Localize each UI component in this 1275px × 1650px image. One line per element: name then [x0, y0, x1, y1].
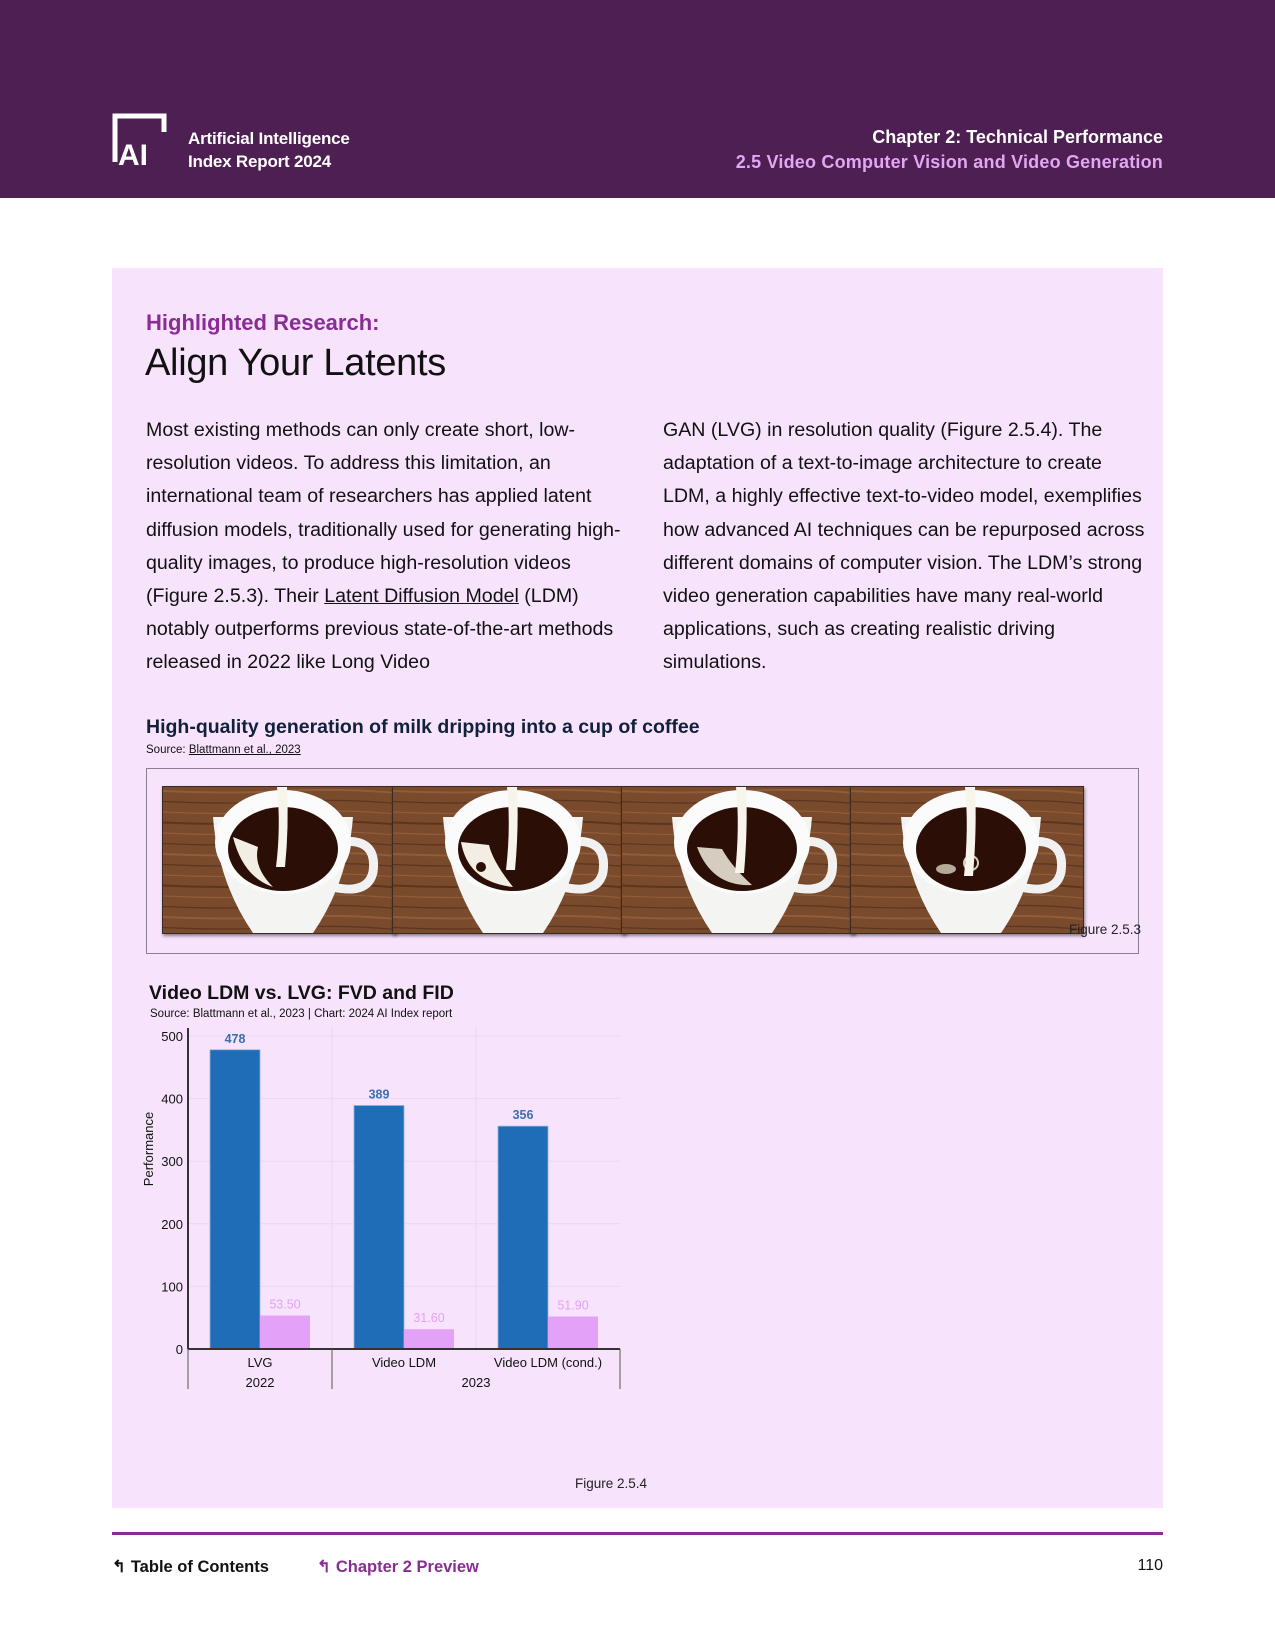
- source-link[interactable]: Blattmann et al., 2023: [188, 744, 301, 756]
- video-frame: [162, 786, 396, 934]
- page-header: [0, 0, 1275, 198]
- toc-label: Table of Contents: [130, 1558, 269, 1576]
- chapter-preview-label: Chapter 2 Preview: [335, 1558, 479, 1576]
- x-tick-label: Video LDM: [371, 1355, 437, 1370]
- bar-fvd: [498, 1126, 548, 1349]
- latent-diffusion-model-link[interactable]: Latent Diffusion Model: [324, 585, 519, 608]
- body-column-left: [146, 414, 626, 680]
- coffee-cup-image: [163, 787, 395, 933]
- return-arrow-icon: ↰: [317, 1558, 331, 1576]
- body-text: Most existing methods can only create short, low-resolution videos. To address this limitation, an international team of researchers has applied latent diffusion models, traditionally used for generating high-quality images, to produce high-resolution videos (Figure 2.5.3). Their: [146, 419, 621, 608]
- data-label-fvd: 478: [224, 1031, 246, 1046]
- bar-fid: [548, 1317, 598, 1349]
- bar-fid: [404, 1329, 454, 1349]
- logo-text: AI: [118, 139, 148, 168]
- y-tick-label: 500: [161, 1029, 183, 1044]
- x-tick-label: LVG: [247, 1355, 273, 1370]
- y-tick-label: 200: [161, 1216, 183, 1232]
- coffee-cup-image: [622, 787, 854, 933]
- video-frame: [392, 786, 626, 934]
- data-label-fvd: 389: [368, 1087, 390, 1102]
- body-text: (LDM) notably outperforms previous state-of-the-art methods released in 2022 like Long Video: [146, 585, 614, 674]
- y-tick-label: 0: [175, 1342, 183, 1357]
- figure-2-5-3-source: [146, 744, 301, 756]
- y-tick-label: 300: [161, 1154, 183, 1170]
- highlighted-research-panel: [112, 268, 1163, 1508]
- kicker: Highlighted Research:: [146, 310, 380, 335]
- figure-2-5-3-label: Figure 2.5.3: [1068, 922, 1141, 937]
- coffee-cup-image: [851, 787, 1083, 933]
- brand-line-1: Artificial Intelligence: [188, 129, 350, 148]
- ai-index-logo: [112, 112, 174, 168]
- video-frame: [621, 786, 855, 934]
- brand-name: [188, 127, 350, 173]
- data-label-fid: 53.50: [269, 1297, 301, 1312]
- video-frame: [850, 786, 1084, 934]
- data-label-fid: 31.60: [413, 1311, 445, 1326]
- bar-chart: [112, 1028, 672, 1488]
- section-title: 2.5 Video Computer Vision and Video Generation: [735, 152, 1163, 172]
- chart-title: Video LDM vs. LVG: FVD and FID: [149, 982, 454, 1004]
- figure-2-5-4-label: Figure 2.5.4: [575, 1476, 648, 1491]
- table-of-contents-link[interactable]: [112, 1557, 269, 1577]
- footer-divider: [112, 1532, 1163, 1535]
- group-label: 2022: [245, 1375, 275, 1390]
- group-label: 2023: [461, 1375, 491, 1390]
- figure-2-5-3-title: High-quality generation of milk dripping into a cup of coffee: [146, 716, 700, 738]
- page-number: 110: [1137, 1557, 1163, 1574]
- article-title: Align Your Latents: [145, 342, 446, 384]
- data-label-fvd: 356: [512, 1108, 534, 1123]
- video-frames-strip: [146, 768, 1139, 954]
- data-label-fid: 51.90: [557, 1298, 589, 1313]
- return-arrow-icon: ↰: [112, 1558, 126, 1576]
- bar-fvd: [210, 1050, 260, 1349]
- coffee-cup-image: [393, 787, 625, 933]
- chapter-heading: [736, 125, 1163, 175]
- x-tick-label: Video LDM (cond.): [493, 1355, 603, 1370]
- bar-fvd: [354, 1105, 404, 1349]
- y-tick-label: 100: [161, 1279, 183, 1295]
- y-axis-label: Performance: [141, 1111, 156, 1187]
- chapter-title: Chapter 2: Technical Performance: [872, 127, 1163, 147]
- chart-source: Source: Blattmann et al., 2023 | Chart: 2024 AI Index report: [150, 1008, 453, 1020]
- body-column-right: GAN (LVG) in resolution quality (Figure 2.5.4). The adaptation of a text-to-image architecture to create LDM, a highly effective text-to-video model, exemplifies how advanced AI techniques can be repurposed across different domains of computer vision. The LDM’s strong video generation capabilities have many real-world applications, such as creating realistic driving simulations.: [663, 419, 1145, 674]
- source-prefix: Source:: [146, 744, 189, 756]
- bar-fid: [260, 1316, 310, 1349]
- brand-line-2: Index Report 2024: [188, 152, 332, 171]
- chapter-preview-link[interactable]: [317, 1557, 479, 1577]
- y-tick-label: 400: [161, 1091, 183, 1107]
